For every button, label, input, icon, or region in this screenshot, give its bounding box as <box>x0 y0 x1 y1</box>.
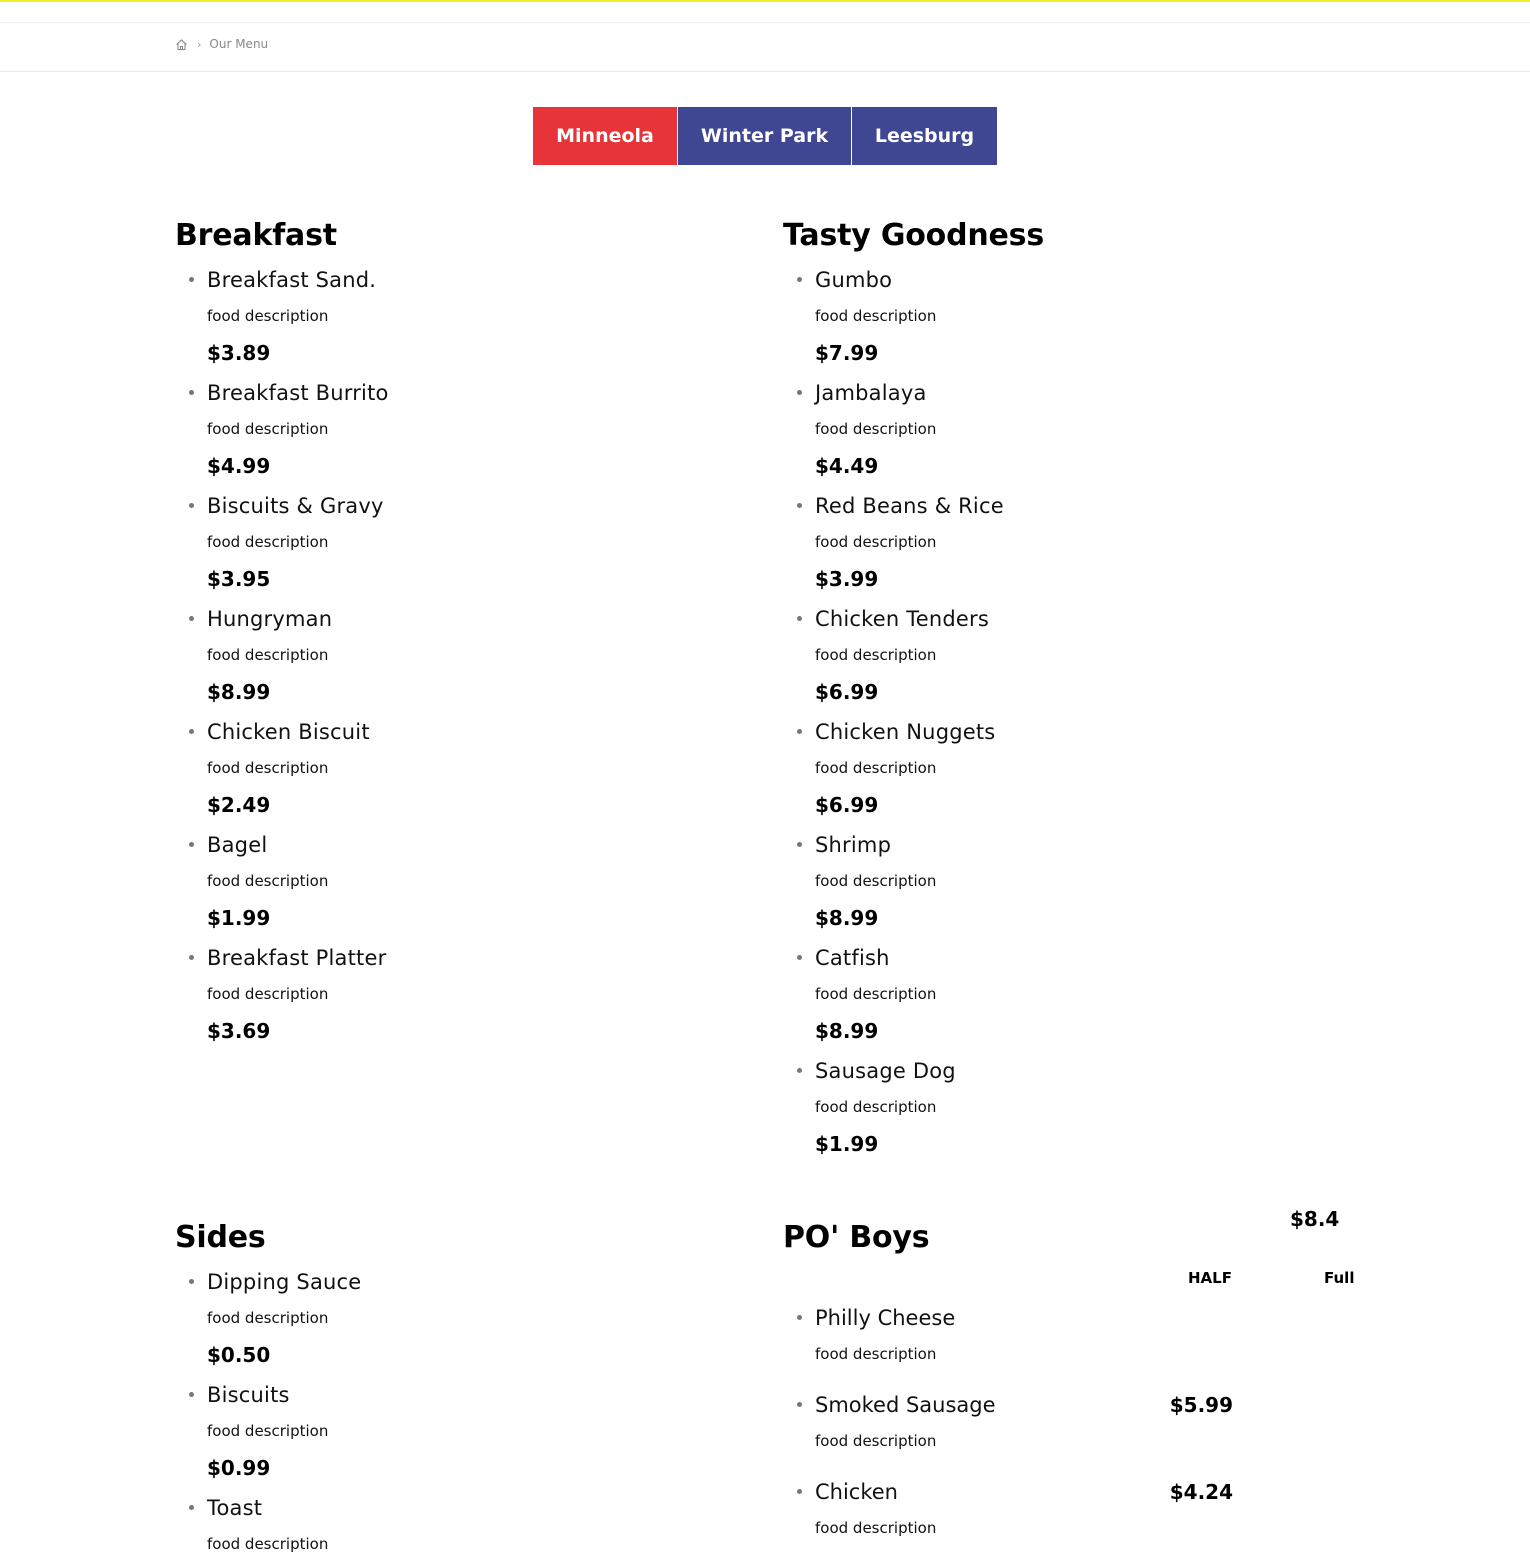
breadcrumb-bar <box>0 23 1530 72</box>
breadcrumb-current: Our Menu <box>209 37 269 51</box>
section-title: Tasty Goodness <box>783 218 1044 253</box>
item-description: food description <box>815 985 937 1003</box>
po-boys-list <box>783 1303 1363 1561</box>
item-name: Gumbo <box>815 268 893 292</box>
item-description: food description <box>815 646 937 664</box>
tab-minneola[interactable]: Minneola <box>533 107 677 165</box>
menu-item <box>175 830 735 943</box>
menu-item <box>783 1056 1343 1169</box>
menu-item <box>175 943 735 1056</box>
item-description: food description <box>207 1309 329 1327</box>
menu-item <box>783 1303 1363 1390</box>
item-description: food description <box>815 533 937 551</box>
menu-item <box>783 717 1343 830</box>
menu-item <box>783 830 1343 943</box>
item-description: food description <box>207 985 329 1003</box>
item-half-price: $4.24 <box>1169 1480 1233 1504</box>
item-name: Breakfast Platter <box>207 946 387 970</box>
item-description: food description <box>815 420 937 438</box>
item-price: $3.89 <box>207 341 271 365</box>
item-name: Jambalaya <box>815 381 927 405</box>
item-description: food description <box>207 646 329 664</box>
item-description: food description <box>207 307 329 325</box>
item-name: Catfish <box>815 946 890 970</box>
item-description: food description <box>815 307 937 325</box>
item-name: Chicken Nuggets <box>815 720 996 744</box>
item-price: $3.99 <box>815 567 879 591</box>
item-name: Biscuits <box>207 1383 290 1407</box>
item-name: Sausage Dog <box>815 1059 956 1083</box>
menu-item <box>175 1267 735 1380</box>
section-title: PO' Boys <box>783 1220 930 1255</box>
item-half-price: $5.99 <box>1169 1393 1233 1417</box>
item-price: $3.95 <box>207 567 271 591</box>
menu-item <box>175 265 735 378</box>
item-description: food description <box>207 1422 329 1440</box>
item-name: Red Beans & Rice <box>815 494 1004 518</box>
menu-item <box>175 1493 735 1561</box>
item-price: $2.49 <box>207 793 271 817</box>
item-name: Dipping Sauce <box>207 1270 362 1294</box>
menu-item <box>783 265 1343 378</box>
column-header-half: HALF <box>1188 1269 1232 1287</box>
item-name: Smoked Sausage <box>815 1393 996 1417</box>
item-price: $1.99 <box>815 1132 879 1156</box>
item-price: $8.99 <box>815 906 879 930</box>
menu-item <box>783 1477 1363 1561</box>
item-description: food description <box>207 1535 329 1553</box>
breadcrumb <box>175 37 268 51</box>
menu-item <box>783 491 1343 604</box>
menu-item <box>783 1390 1363 1477</box>
item-price: $4.49 <box>815 454 879 478</box>
menu-list <box>783 265 1343 1169</box>
section-title: Sides <box>175 1220 266 1255</box>
po-boys-top-price: $8.4 <box>1290 1207 1340 1231</box>
menu-item <box>175 1380 735 1493</box>
item-description: food description <box>815 1098 937 1116</box>
po-boys-section <box>783 1220 1363 1256</box>
menu-item <box>783 943 1343 1056</box>
item-price: $8.99 <box>815 1019 879 1043</box>
tasty-goodness-section <box>783 218 1343 1169</box>
item-price: $0.99 <box>207 1456 271 1480</box>
top-header-bar <box>0 2 1530 23</box>
item-name: Hungryman <box>207 607 333 631</box>
menu-item <box>783 378 1343 491</box>
item-name: Chicken <box>815 1480 898 1504</box>
item-price: $3.69 <box>207 1019 271 1043</box>
menu-list <box>175 1267 735 1561</box>
item-price: $8.99 <box>207 680 271 704</box>
item-description: food description <box>207 533 329 551</box>
item-name: Shrimp <box>815 833 892 857</box>
item-description: food description <box>815 1519 937 1537</box>
item-description: food description <box>207 759 329 777</box>
home-icon[interactable] <box>175 38 188 51</box>
item-description: food description <box>815 1432 937 1450</box>
breakfast-section <box>175 218 735 1056</box>
item-name: Breakfast Burrito <box>207 381 389 405</box>
column-header-full: Full <box>1324 1269 1355 1287</box>
item-name: Bagel <box>207 833 268 857</box>
item-description: food description <box>815 759 937 777</box>
item-name: Breakfast Sand. <box>207 268 377 292</box>
item-name: Philly Cheese <box>815 1306 956 1330</box>
location-tabs <box>533 107 997 165</box>
item-name: Biscuits & Gravy <box>207 494 384 518</box>
item-description: food description <box>207 420 329 438</box>
item-price: $1.99 <box>207 906 271 930</box>
item-price: $7.99 <box>815 341 879 365</box>
menu-item <box>175 604 735 717</box>
item-price: $6.99 <box>815 793 879 817</box>
tab-winter-park[interactable]: Winter Park <box>678 107 851 165</box>
menu-item <box>783 604 1343 717</box>
item-description: food description <box>815 872 937 890</box>
item-description: food description <box>207 872 329 890</box>
item-description: food description <box>815 1345 937 1363</box>
sides-section <box>175 1220 735 1561</box>
menu-list <box>175 265 735 1056</box>
menu-item <box>175 378 735 491</box>
chevron-right-icon: › <box>197 37 202 51</box>
tab-leesburg[interactable]: Leesburg <box>852 107 997 165</box>
item-price: $6.99 <box>815 680 879 704</box>
item-name: Toast <box>207 1496 263 1520</box>
item-name: Chicken Tenders <box>815 607 989 631</box>
menu-item <box>175 717 735 830</box>
item-price: $4.99 <box>207 454 271 478</box>
item-price: $0.50 <box>207 1343 271 1367</box>
section-title: Breakfast <box>175 218 337 253</box>
menu-item <box>175 491 735 604</box>
item-name: Chicken Biscuit <box>207 720 370 744</box>
